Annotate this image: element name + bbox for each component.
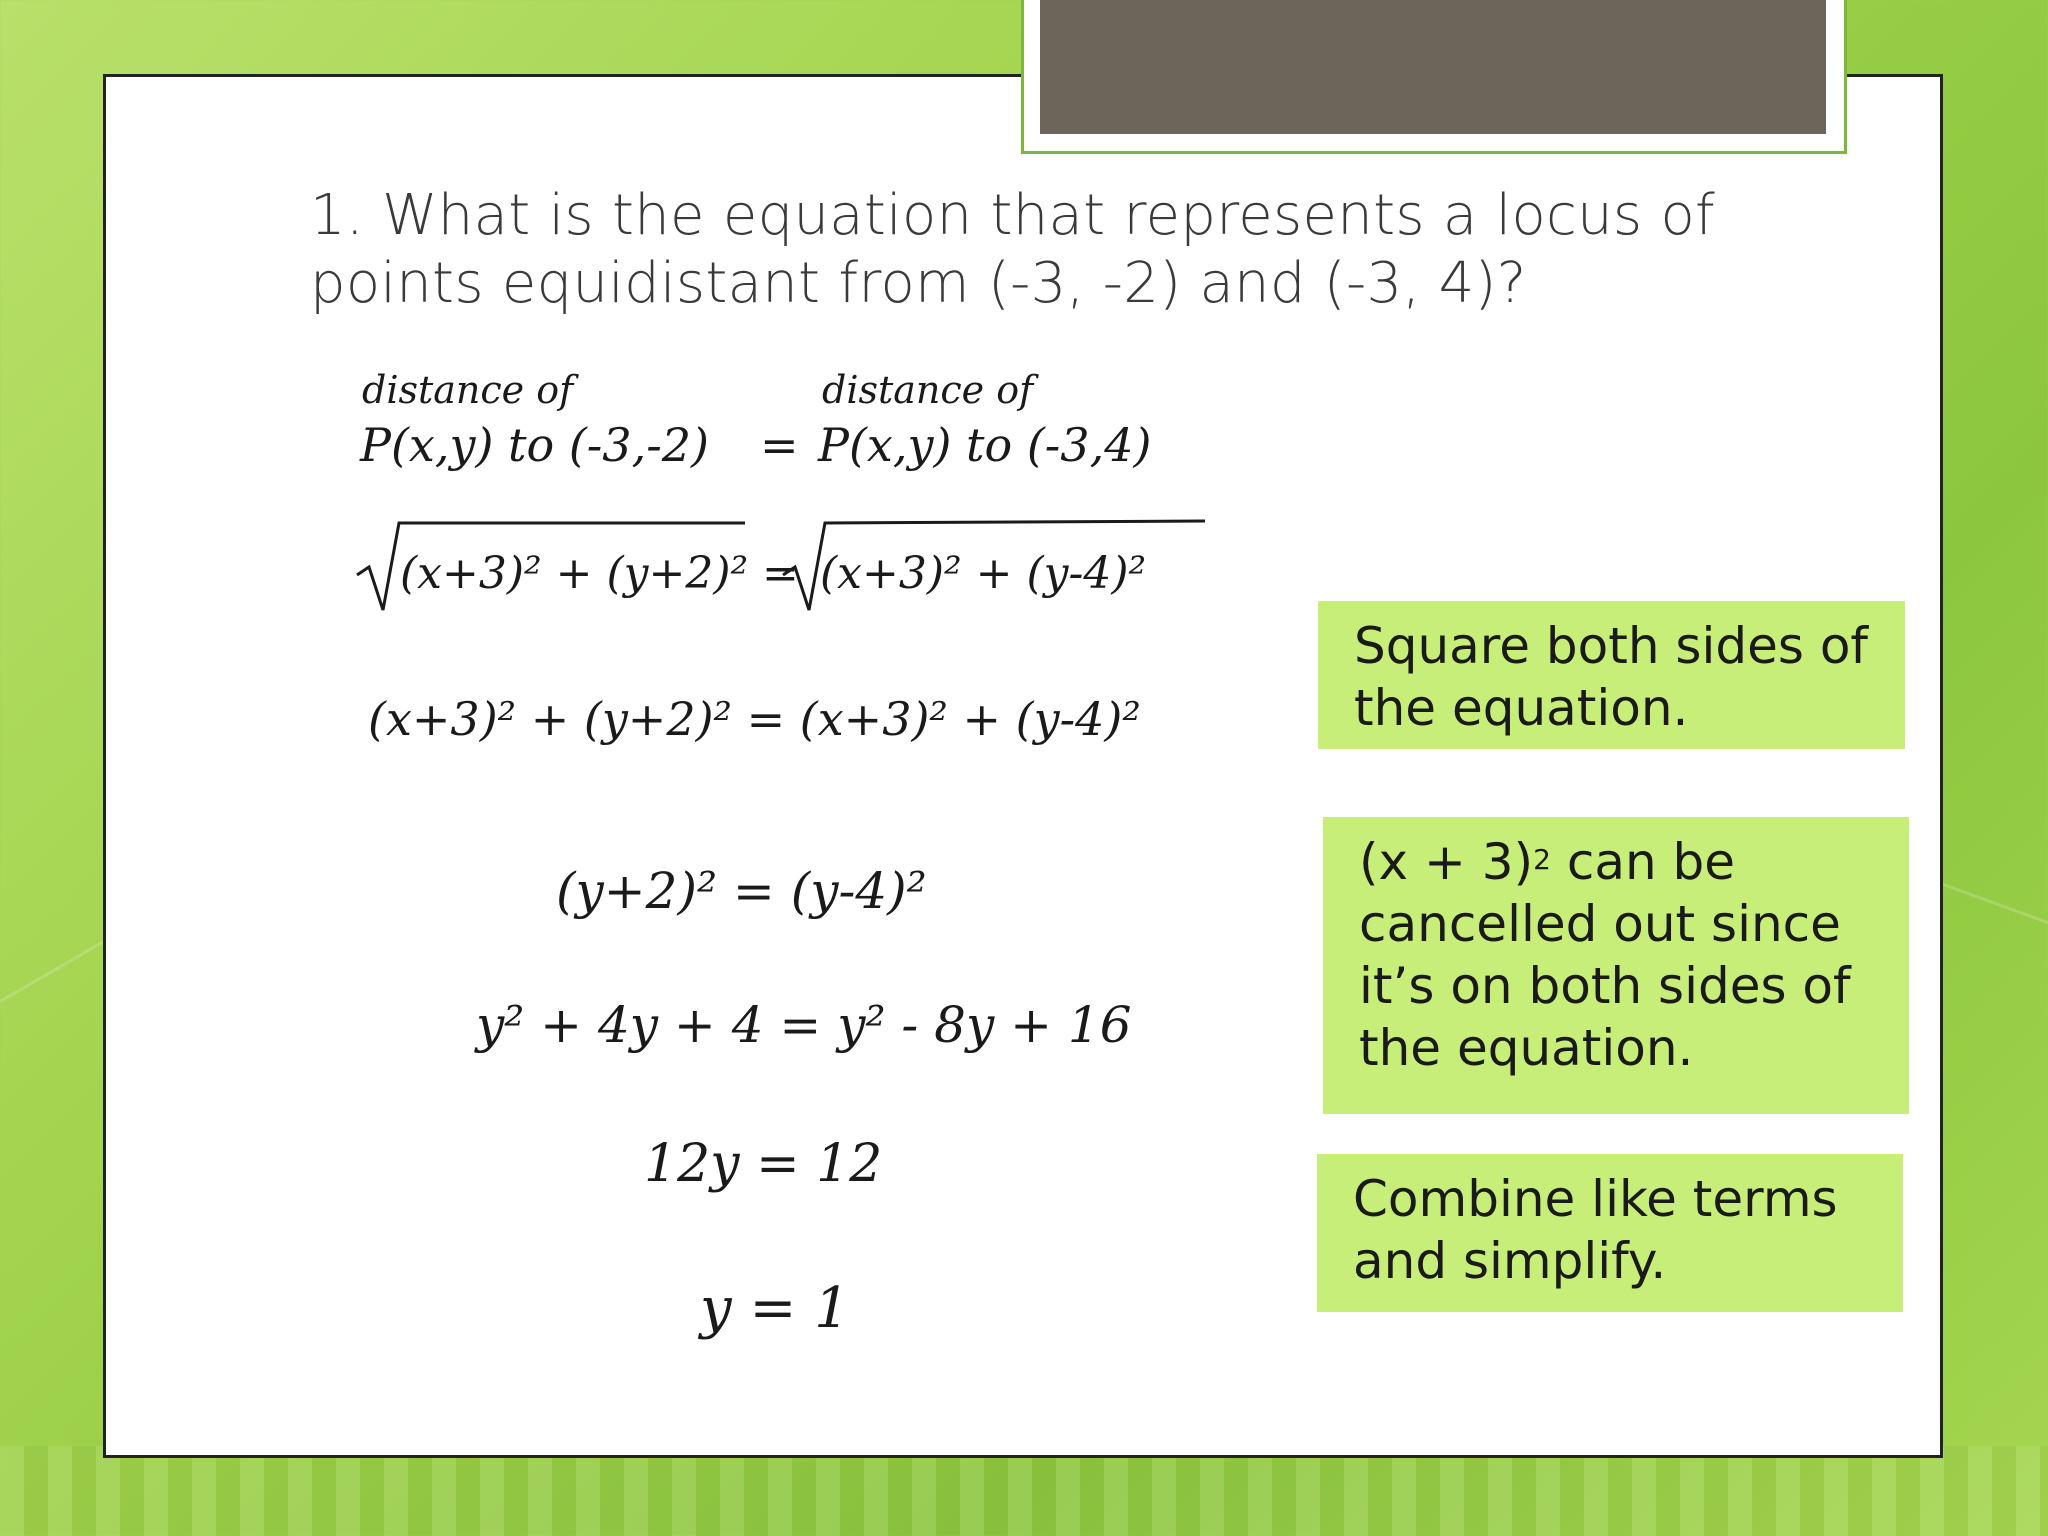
- question-line-1: 1. What is the equation that represents a locus of: [310, 183, 1716, 248]
- sqrt-equals: =: [762, 548, 799, 599]
- note1-line1: Square both sides of: [1354, 617, 1869, 675]
- note2-line4: the equation.: [1359, 1019, 1694, 1077]
- note-cancel-term: [1323, 817, 1909, 1114]
- step-squared: (x+3)² + (y+2)² = (x+3)² + (y-4)²: [368, 692, 1141, 746]
- title-tab: [1040, 0, 1826, 134]
- note2-line1: [1359, 831, 1873, 893]
- label-left-line2: P(x,y) to (-3,-2): [360, 418, 709, 472]
- note1-line2: the equation.: [1354, 679, 1689, 737]
- step-combine: 12y = 12: [644, 1134, 883, 1194]
- note3-line2: and simplify.: [1353, 1232, 1667, 1290]
- background-line: [0, 940, 105, 1003]
- question-line-2: points equidistant from (-3, -2) and (-3, 4)?: [310, 251, 1527, 316]
- step-expand: y² + 4y + 4 = y² - 8y + 16: [476, 996, 1132, 1054]
- question-text: [310, 182, 1716, 318]
- sqrt-right-expression: (x+3)² + (y-4)²: [820, 548, 1147, 599]
- step-result: y = 1: [700, 1276, 850, 1341]
- note2-term: (x + 3): [1359, 833, 1534, 891]
- note2-line2: cancelled out since: [1359, 895, 1841, 953]
- step-cancel: (y+2)² = (y-4)²: [556, 862, 927, 920]
- label-equals: =: [760, 418, 799, 472]
- label-right-line2: P(x,y) to (-3,4): [818, 418, 1152, 472]
- note2-line3: it’s on both sides of: [1359, 957, 1851, 1015]
- background-stripes: [0, 1446, 2048, 1536]
- label-right-line1: distance of: [822, 368, 1034, 412]
- note-combine-like-terms: [1317, 1154, 1903, 1312]
- note3-line1: Combine like terms: [1353, 1170, 1838, 1228]
- sqrt-left-expression: (x+3)² + (y+2)²: [400, 548, 749, 599]
- note2-exponent: 2: [1533, 843, 1551, 876]
- note2-rest: can be: [1550, 833, 1736, 891]
- label-left-line1: distance of: [362, 368, 574, 412]
- note-square-both-sides: [1318, 601, 1905, 749]
